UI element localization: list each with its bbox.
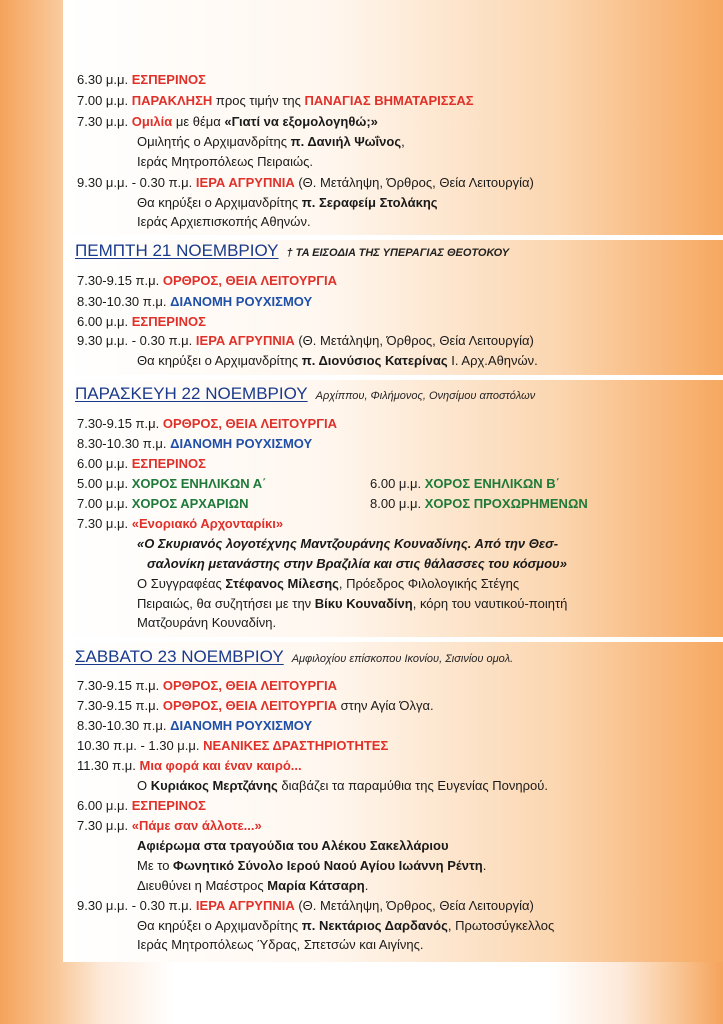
time: 8.30-10.30 π.μ. [77, 294, 167, 309]
schedule-line [77, 93, 474, 109]
event-title: ΧΟΡΟΣ ΕΝΗΛΙΚΩΝ Β΄ [424, 476, 560, 491]
detail-line [137, 858, 486, 874]
day-title: ΠΕΜΠΤΗ 21 ΝΟΕΜΒΡΙΟΥ [75, 241, 279, 260]
time: 9.30 μ.μ. - 0.30 π.μ. [77, 898, 193, 913]
schedule-line [77, 698, 434, 714]
detail-text: Πειραιώς, θα συζητήσει με την [137, 596, 315, 611]
event-title: ΕΣΠΕΡΙΝΟΣ [131, 72, 206, 87]
time: 7.00 μ.μ. [77, 496, 129, 511]
feast-name: Αμφιλοχίου επίσκοπου Ικονίου, Σισινίου ομολ. [291, 653, 514, 665]
conductor-name: Μαρία Κάτσαρη [267, 878, 365, 893]
event-title: ΕΣΠΕΡΙΝΟΣ [131, 314, 206, 329]
detail-line [137, 778, 548, 794]
detail-line [137, 195, 438, 211]
speaker-name: π. Διονύσιος Κατερίνας [301, 353, 448, 368]
detail-line [137, 918, 554, 934]
schedule-line [77, 175, 534, 191]
detail-line [137, 878, 368, 894]
time: 7.30-9.15 π.μ. [77, 698, 160, 713]
event-title: ΟΡΘΡΟΣ, ΘΕΙΑ ΛΕΙΤΟΥΡΓΙΑ [162, 416, 338, 431]
schedule-line [77, 314, 206, 330]
time: 7.30-9.15 π.μ. [77, 416, 160, 431]
event-text: (Θ. Μετάληψη, Όρθρος, Θεία Λειτουργία) [294, 333, 534, 348]
time: 8.00 μ.μ. [370, 496, 422, 511]
speaker-name: π. Δανιήλ Ψωΐνος [290, 134, 402, 149]
detail-line [137, 134, 405, 150]
detail-text: . [364, 878, 369, 893]
event-title: «Πάμε σαν άλλοτε...» [131, 818, 262, 833]
time: 8.30-10.30 π.μ. [77, 718, 167, 733]
event-text: (Θ. Μετάληψη, Όρθρος, Θεία Λειτουργία) [294, 898, 534, 913]
event-title: ΧΟΡΟΣ ΠΡΟΧΩΡΗΜΕΝΩΝ [424, 496, 588, 511]
time: 8.30-10.30 π.μ. [77, 436, 167, 451]
feast-name: † ΤΑ ΕΙΣΟΔΙΑ ΤΗΣ ΥΠΕΡΑΓΙΑΣ ΘΕΟΤΟΚΟΥ [286, 247, 510, 259]
detail-text: Θα κηρύξει ο Αρχιμανδρίτης [137, 195, 302, 210]
detail-line [137, 615, 276, 631]
event-title: ΟΡΘΡΟΣ, ΘΕΙΑ ΛΕΙΤΟΥΡΓΙΑ [162, 273, 338, 288]
time: 6.30 μ.μ. [77, 72, 129, 87]
schedule-line [77, 678, 337, 694]
schedule-line [370, 496, 588, 512]
detail-text: Θα κηρύξει ο Αρχιμανδρίτης [137, 353, 302, 368]
day-title: ΣΑΒΒΑΤΟ 23 ΝΟΕΜΒΡΙΟΥ [75, 647, 284, 666]
speaker-name: π. Σεραφείμ Στολάκης [301, 195, 438, 210]
time: 9.30 μ.μ. - 0.30 π.μ. [77, 333, 193, 348]
time: 6.00 μ.μ. [370, 476, 422, 491]
time: 7.30 μ.μ. [77, 114, 129, 129]
event-title: ΕΣΠΕΡΙΝΟΣ [131, 456, 206, 471]
detail-line [137, 576, 519, 592]
time: 7.30-9.15 π.μ. [77, 273, 160, 288]
detail-line [137, 937, 423, 953]
event-title: ΔΙΑΝΟΜΗ ΡΟΥΧΙΣΜΟΥ [170, 718, 313, 733]
detail-text: Με το [137, 858, 174, 873]
speaker-name: π. Νεκτάριος Δαρδανός [301, 918, 448, 933]
day-header [75, 384, 535, 404]
schedule-line [77, 718, 312, 734]
speaker-name: Βίκυ Κουναδίνη [314, 596, 413, 611]
detail-text: Θα κηρύξει ο Αρχιμανδρίτης [137, 918, 302, 933]
event-title: ΔΙΑΝΟΜΗ ΡΟΥΧΙΣΜΟΥ [170, 294, 313, 309]
event-title: ΠΑΝΑΓΙΑΣ ΒΗΜΑΤΑΡΙΣΣΑΣ [304, 93, 474, 108]
event-title: ΟΡΘΡΟΣ, ΘΕΙΑ ΛΕΙΤΟΥΡΓΙΑ [162, 678, 338, 693]
time: 6.00 μ.μ. [77, 314, 129, 329]
ensemble-name: Φωνητικό Σύνολο Ιερού Ναού Αγίου Ιωάννη Ρέντη [173, 858, 483, 873]
schedule-line [77, 114, 378, 130]
schedule-line [77, 456, 206, 472]
schedule-line [77, 738, 388, 754]
talk-title: «Γιατί να εξομολογηθώ;» [224, 114, 378, 129]
detail-line [137, 154, 313, 170]
time: 7.30-9.15 π.μ. [77, 678, 160, 693]
event-title: ΟΡΘΡΟΣ, ΘΕΙΑ ΛΕΙΤΟΥΡΓΙΑ [162, 698, 338, 713]
talk-title: «Ο Σκυριανός λογοτέχνης Μαντζουράνης Κουναδίνης. Από την Θεσ- [137, 536, 559, 551]
detail-text: Ο Συγγραφέας [137, 576, 226, 591]
schedule-line [77, 496, 248, 512]
day-header [75, 241, 509, 261]
schedule-line [77, 333, 534, 349]
detail-text: Ομιλητής ο Αρχιμανδρίτης [137, 134, 291, 149]
detail-text: Ιεράς Μητροπόλεως Πειραιώς. [137, 154, 314, 169]
day-header [75, 647, 513, 667]
event-title: ΕΣΠΕΡΙΝΟΣ [131, 798, 206, 813]
schedule-line [77, 758, 302, 774]
detail-text: , [401, 134, 405, 149]
time: 7.30 μ.μ. [77, 818, 129, 833]
detail-text: . [482, 858, 487, 873]
time: 10.30 π.μ. - 1.30 μ.μ. [77, 738, 200, 753]
detail-text: Ιεράς Μητροπόλεως Ύδρας, Σπετσών και Αιγίνης. [137, 937, 424, 952]
talk-title: σαλονίκη μετανάστης στην Βραζιλία και στις θάλασσες του κόσμου» [147, 556, 567, 571]
schedule-line [77, 516, 283, 532]
time: 6.00 μ.μ. [77, 798, 129, 813]
tribute-title: Αφιέρωμα στα τραγούδια του Αλέκου Σακελλάριου [137, 838, 449, 853]
detail-line [137, 214, 311, 230]
schedule-line [77, 294, 312, 310]
time: 6.00 μ.μ. [77, 456, 129, 471]
time: 7.00 μ.μ. [77, 93, 129, 108]
event-title: ΙΕΡΑ ΑΓΡΥΠΝΙΑ [195, 898, 295, 913]
schedule-line [77, 476, 267, 492]
time: 5.00 μ.μ. [77, 476, 129, 491]
time: 11.30 π.μ. [77, 758, 136, 773]
schedule-line [77, 436, 312, 452]
detail-text: Ι. Αρχ.Αθηνών. [447, 353, 538, 368]
event-title: ΝΕΑΝΙΚΕΣ ΔΡΑΣΤΗΡΙΟΤΗΤΕΣ [203, 738, 389, 753]
event-title: «Ενοριακό Αρχονταρίκι» [131, 516, 284, 531]
feast-name: Αρχίππου, Φιλήμονος, Ονησίμου αποστόλων [315, 390, 536, 402]
detail-text: Ιεράς Αρχιεπισκοπής Αθηνών. [137, 214, 311, 229]
event-title: Μια φορά και έναν καιρό... [139, 758, 302, 773]
schedule-line [77, 273, 337, 289]
time: 7.30 μ.μ. [77, 516, 129, 531]
detail-text: , Πρόεδρος Φιλολογικής Στέγης [338, 576, 520, 591]
schedule-line [77, 72, 206, 88]
detail-text: , Πρωτοσύγκελλος [447, 918, 555, 933]
event-title: ΙΕΡΑ ΑΓΡΥΠΝΙΑ [195, 175, 295, 190]
detail-text: Ο [137, 778, 151, 793]
event-title: ΔΙΑΝΟΜΗ ΡΟΥΧΙΣΜΟΥ [170, 436, 313, 451]
detail-text: Διευθύνει η Μαέστρος [137, 878, 268, 893]
event-text: προς τιμήν της [212, 93, 305, 108]
schedule-line [77, 898, 534, 914]
day-title: ΠΑΡΑΣΚΕΥΗ 22 ΝΟΕΜΒΡΙΟΥ [75, 384, 308, 403]
speaker-name: Στέφανος Μίλεσης [225, 576, 339, 591]
time: 9.30 μ.μ. - 0.30 π.μ. [77, 175, 193, 190]
schedule-line [370, 476, 560, 492]
schedule-line [77, 416, 337, 432]
detail-text: , κόρη του ναυτικού-ποιητή [412, 596, 568, 611]
event-text: (Θ. Μετάληψη, Όρθρος, Θεία Λειτουργία) [294, 175, 534, 190]
speaker-name: Κυριάκος Μερτζάνης [150, 778, 278, 793]
event-text: με θέμα [172, 114, 225, 129]
detail-text: διαβάζει τα παραμύθια της Ευγενίας Πονηρού. [277, 778, 548, 793]
schedule-line [77, 818, 262, 834]
event-text: στην Αγία Όλγα. [337, 698, 434, 713]
detail-line [137, 596, 567, 612]
schedule-line [77, 798, 206, 814]
event-title: ΠΑΡΑΚΛΗΣΗ [131, 93, 213, 108]
detail-line [137, 353, 538, 369]
detail-text: Ματζουράνη Κουναδίνη. [137, 615, 277, 630]
event-title: Ομιλία [131, 114, 173, 129]
event-title: ΙΕΡΑ ΑΓΡΥΠΝΙΑ [195, 333, 295, 348]
event-title: ΧΟΡΟΣ ΕΝΗΛΙΚΩΝ Α΄ [131, 476, 267, 491]
event-title: ΧΟΡΟΣ ΑΡΧΑΡΙΩΝ [131, 496, 249, 511]
